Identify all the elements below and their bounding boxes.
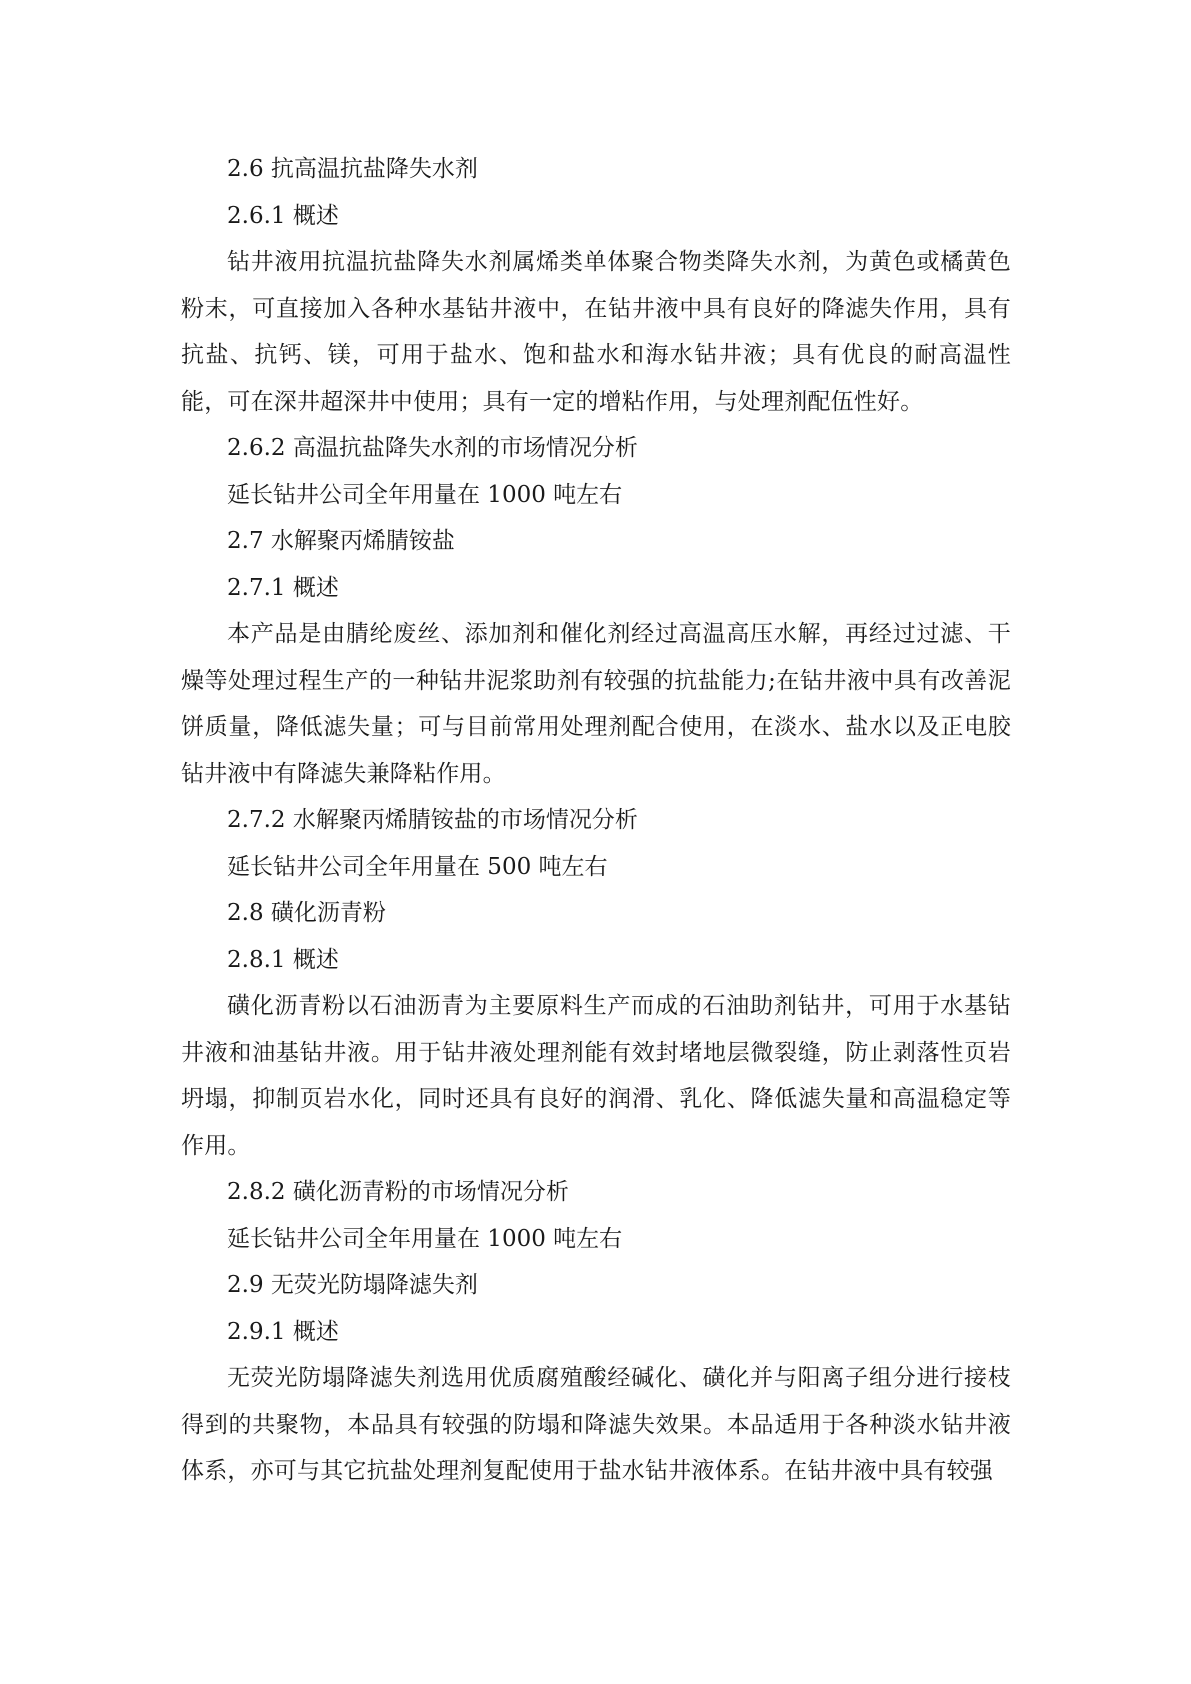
paragraph-2-8-1: 磺化沥青粉以石油沥青为主要原料生产而成的石油助剂钻井，可用于水基钻井液和油基钻井液。用于钻井液处理剂能有效封堵地层微裂缝，防止剥落性页岩坍塌，抑制页岩水化，同时还具有良好的润滑、乳化、降低滤失量和高温稳定等作用。: [181, 993, 1011, 1159]
usage-line-2-8-2: 延长钻井公司全年用量在 1000 吨左右: [227, 1225, 623, 1252]
subsection-heading-2-6-1: 2.6.1 概述: [227, 202, 339, 229]
subsection-heading-2-7-1: 2.7.1 概述: [227, 574, 339, 601]
paragraph-2-6-1: 钻井液用抗温抗盐降失水剂属烯类单体聚合物类降失水剂，为黄色或橘黄色粉末，可直接加入各种水基钻井液中，在钻井液中具有良好的降滤失作用，具有抗盐、抗钙、镁，可用于盐水、饱和盐水和海水钻井液；具有优良的耐高温性能，可在深井超深井中使用；具有一定的增粘作用，与处理剂配伍性好。: [181, 249, 1011, 415]
usage-line-2-7-2: 延长钻井公司全年用量在 500 吨左右: [227, 853, 608, 880]
subsection-heading-2-7-2: 2.7.2 水解聚丙烯腈铵盐的市场情况分析: [227, 807, 638, 833]
section-heading-2-7: 2.7 水解聚丙烯腈铵盐: [227, 528, 455, 554]
section-heading-2-9: 2.9 无荧光防塌降滤失剂: [227, 1272, 478, 1298]
subsection-heading-2-8-1: 2.8.1 概述: [227, 946, 339, 973]
usage-line-2-6-2: 延长钻井公司全年用量在 1000 吨左右: [227, 481, 623, 508]
document-body: [181, 146, 1011, 1495]
section-heading-2-8: 2.8 磺化沥青粉: [227, 900, 386, 926]
paragraph-2-7-1: 本产品是由腈纶废丝、添加剂和催化剂经过高温高压水解，再经过过滤、干燥等处理过程生产的一种钻井泥浆助剂有较强的抗盐能力;在钻井液中具有改善泥饼质量，降低滤失量；可与目前常用处理剂配合使用，在淡水、盐水以及正电胶钻井液中有降滤失兼降粘作用。: [181, 621, 1011, 787]
subsection-heading-2-8-2: 2.8.2 磺化沥青粉的市场情况分析: [227, 1179, 569, 1205]
subsection-heading-2-9-1: 2.9.1 概述: [227, 1318, 339, 1345]
section-heading-2-6: 2.6 抗高温抗盐降失水剂: [227, 156, 478, 182]
subsection-heading-2-6-2: 2.6.2 高温抗盐降失水剂的市场情况分析: [227, 435, 638, 461]
paragraph-2-9-1: 无荧光防塌降滤失剂选用优质腐殖酸经碱化、磺化并与阳离子组分进行接枝得到的共聚物，本品具有较强的防塌和降滤失效果。本品适用于各种淡水钻井液体系，亦可与其它抗盐处理剂复配使用于盐水钻井液体系。在钻井液中具有较强: [181, 1365, 1011, 1484]
